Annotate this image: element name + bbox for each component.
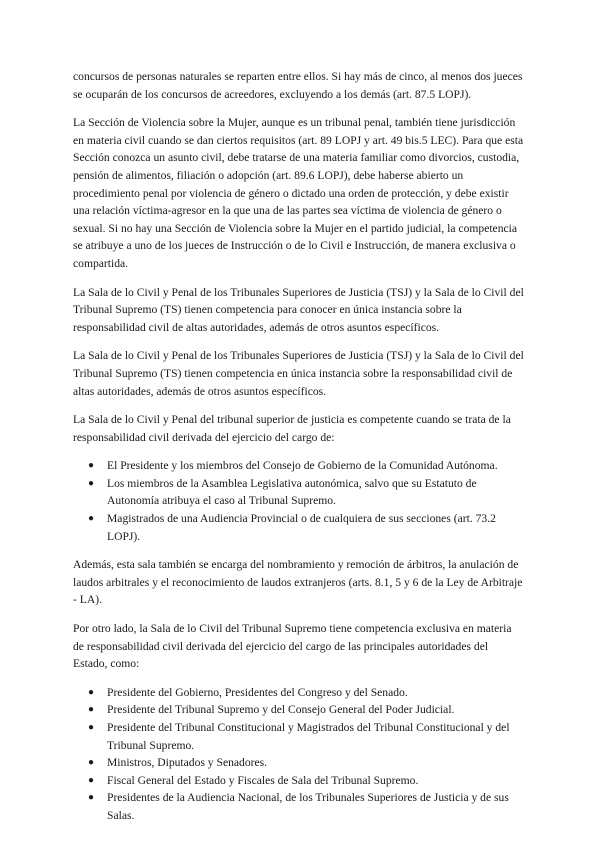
list-item [88,789,525,824]
list-item [88,701,525,719]
paragraph-tribunal-supremo: Por otro lado, la Sala de lo Civil del Tribunal Supremo tiene competencia exclusiva en materia de responsabilidad civil derivada del ejercicio del cargo de las principales autoridades del Estado, como: [73,622,512,671]
bullet-icon: ● [88,513,95,525]
bullet-icon: ● [88,704,95,716]
bullet-icon: ● [88,722,95,733]
list-item-text: Fiscal General del Estado y Fiscales de Sala del Tribunal Supremo. [107,773,419,787]
bullet-icon: ● [88,757,95,769]
paragraph-concursos: concursos de personas naturales se reparten entre ellos. Si hay más de cinco, al menos dos jueces se ocuparán de los concursos de acreedores, excluyendo a los demás (art. 87.5 LOPJ). [73,70,523,101]
bullet-icon: ● [88,477,95,489]
document-page [73,68,525,836]
list-item-text: Ministros, Diputados y Senadores. [107,756,268,770]
list-ts-autoridades [73,684,525,825]
bullet-icon: ● [88,792,95,804]
bullet-icon: ● [88,686,95,698]
list-item [88,684,525,702]
list-tsj-autoridades [73,457,525,545]
list-item-text: Presidentes de la Audiencia Nacional, de los Tribunales Superiores de Justicia y de sus Salas. [107,791,509,822]
paragraph-violencia-mujer: La Sección de Violencia sobre la Mujer, aunque es un tribunal penal, también tiene jurisdicción en materia civil cuando se dan ciertos requisitos (art. 89 LOPJ y art. 49 bis.5 LEC). Para que esta Sección conozca un asunto civil, debe tratarse de una materia familiar como divorcios, custodia, pensión de alimentos, filiación o adopción (art. 89.6 LOPJ), debe haberse abierto un procedimiento penal por violencia de género o dictado una orden de protección, y debe existir una relación víctima-agresor en la que una de las partes sea víctima de violencia de género o sexual. Si no hay una Sección de Violencia sobre la Mujer en el partido judicial, la competencia se atribuye a uno de los jueces de Instrucción o de lo Civil e Instrucción, de manera exclusiva o compartida. [73,116,524,270]
list-item [88,772,525,790]
paragraph-arbitraje: Además, esta sala también se encarga del nombramiento y remoción de árbitros, la anulación de laudos arbitrales y el reconocimiento de laudos extranjeros (arts. 8.1, 5 y 6 de la Ley de Arbitraje - LA). [73,558,523,607]
list-item-text: Presidente del Tribunal Constitucional y Magistrados del Tribunal Constitucional y del Tribunal Supremo. [107,721,510,752]
paragraph-sala-civil-penal-2: La Sala de lo Civil y Penal de los Tribunales Superiores de Justicia (TSJ) y la Sala de lo Civil del Tribunal Supremo (TS) tienen competencia en única instancia sobre la responsabilidad civil de altas autoridades, además de otros asuntos específicos. [73,349,524,398]
list-item [88,754,525,772]
list-item-text: Magistrados de una Audiencia Provincial o de cualquiera de sus secciones (art. 73.2 LOPJ). [107,512,496,543]
list-item-text: Los miembros de la Asamblea Legislativa autonómica, salvo que su Estatuto de Autonomía atribuya el caso al Tribunal Supremo. [107,476,477,508]
paragraph-tsj-competencia: La Sala de lo Civil y Penal del tribunal superior de justicia es competente cuando se trata de la responsabilidad civil derivada del ejercicio del cargo de: [73,413,511,444]
list-item-text: El Presidente y los miembros del Consejo de Gobierno de la Comunidad Autónoma. [107,459,498,473]
bullet-icon: ● [88,460,95,472]
list-item [88,719,525,754]
list-item [88,475,525,510]
list-item [88,457,525,475]
list-item-text: Presidente del Tribunal Supremo y del Consejo General del Poder Judicial. [107,703,455,717]
bullet-icon: ● [88,774,95,786]
list-item-text: Presidente del Gobierno, Presidentes del Congreso y del Senado. [107,685,408,699]
list-item [88,510,525,545]
paragraph-sala-civil-penal-1: La Sala de lo Civil y Penal de los Tribunales Superiores de Justicia (TSJ) y la Sala de lo Civil del Tribunal Supremo (TS) tienen competencia para conocer en única instancia sobre la responsabilidad civil de altas autoridades, además de otros asuntos específicos. [73,285,524,334]
